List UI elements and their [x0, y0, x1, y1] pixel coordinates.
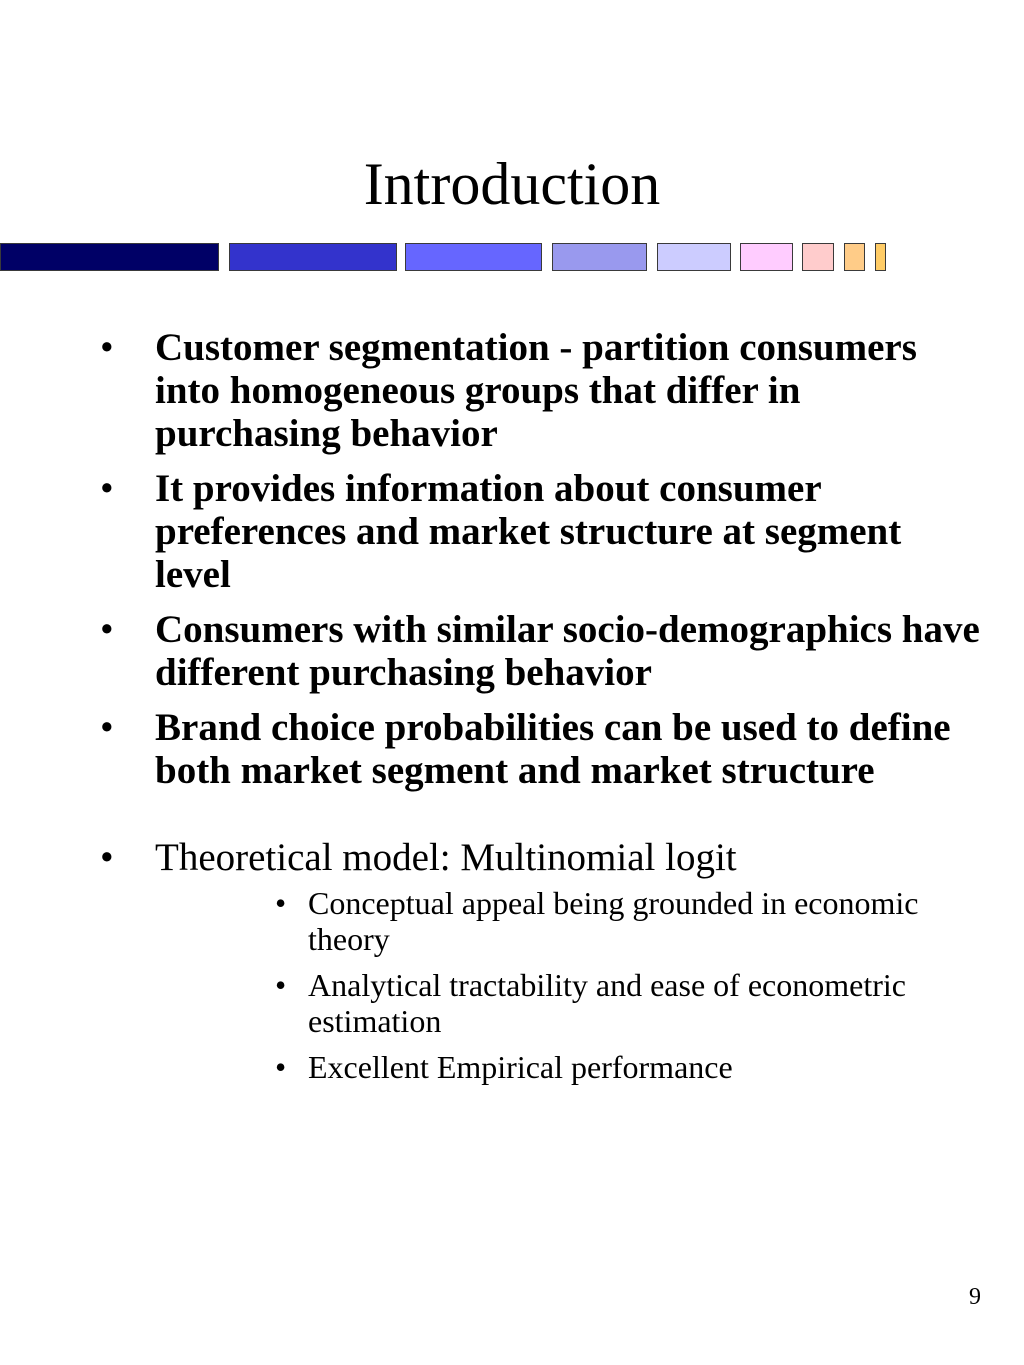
color-bar-5: [657, 243, 731, 271]
bullet-item: • Brand choice probabilities can be used to define both market segment and market structure: [100, 706, 980, 792]
sub-bullet-item: • Excellent Empirical performance: [275, 1049, 980, 1085]
color-bar-3: [405, 243, 542, 271]
color-bar-2: [229, 243, 397, 271]
color-bar-6: [740, 243, 793, 271]
color-bar-1: [0, 243, 219, 271]
color-bar-8: [844, 243, 865, 271]
bullet-item: • Consumers with similar socio-demographics have different purchasing behavior: [100, 608, 980, 694]
sub-bullet-list: [275, 885, 980, 1085]
model-bullet-item: [100, 836, 980, 1085]
sub-bullet-item: • Analytical tractability and ease of econometric estimation: [275, 967, 980, 1039]
model-bullet-text: Theoretical model: Multinomial logit: [155, 836, 737, 879]
color-bar-7: [802, 243, 834, 271]
color-bar-4: [552, 243, 647, 271]
bullet-item: • It provides information about consumer preferences and market structure at segment level: [100, 467, 980, 596]
page-number: 9: [969, 1284, 981, 1310]
bullet-list: [100, 326, 980, 1095]
color-bar-9: [875, 243, 886, 271]
slide-title: Introduction: [363, 151, 661, 217]
sub-bullet-item: • Conceptual appeal being grounded in economic theory: [275, 885, 980, 957]
bullet-item: • Customer segmentation - partition consumers into homogeneous groups that differ in purchasing behavior: [100, 326, 980, 455]
